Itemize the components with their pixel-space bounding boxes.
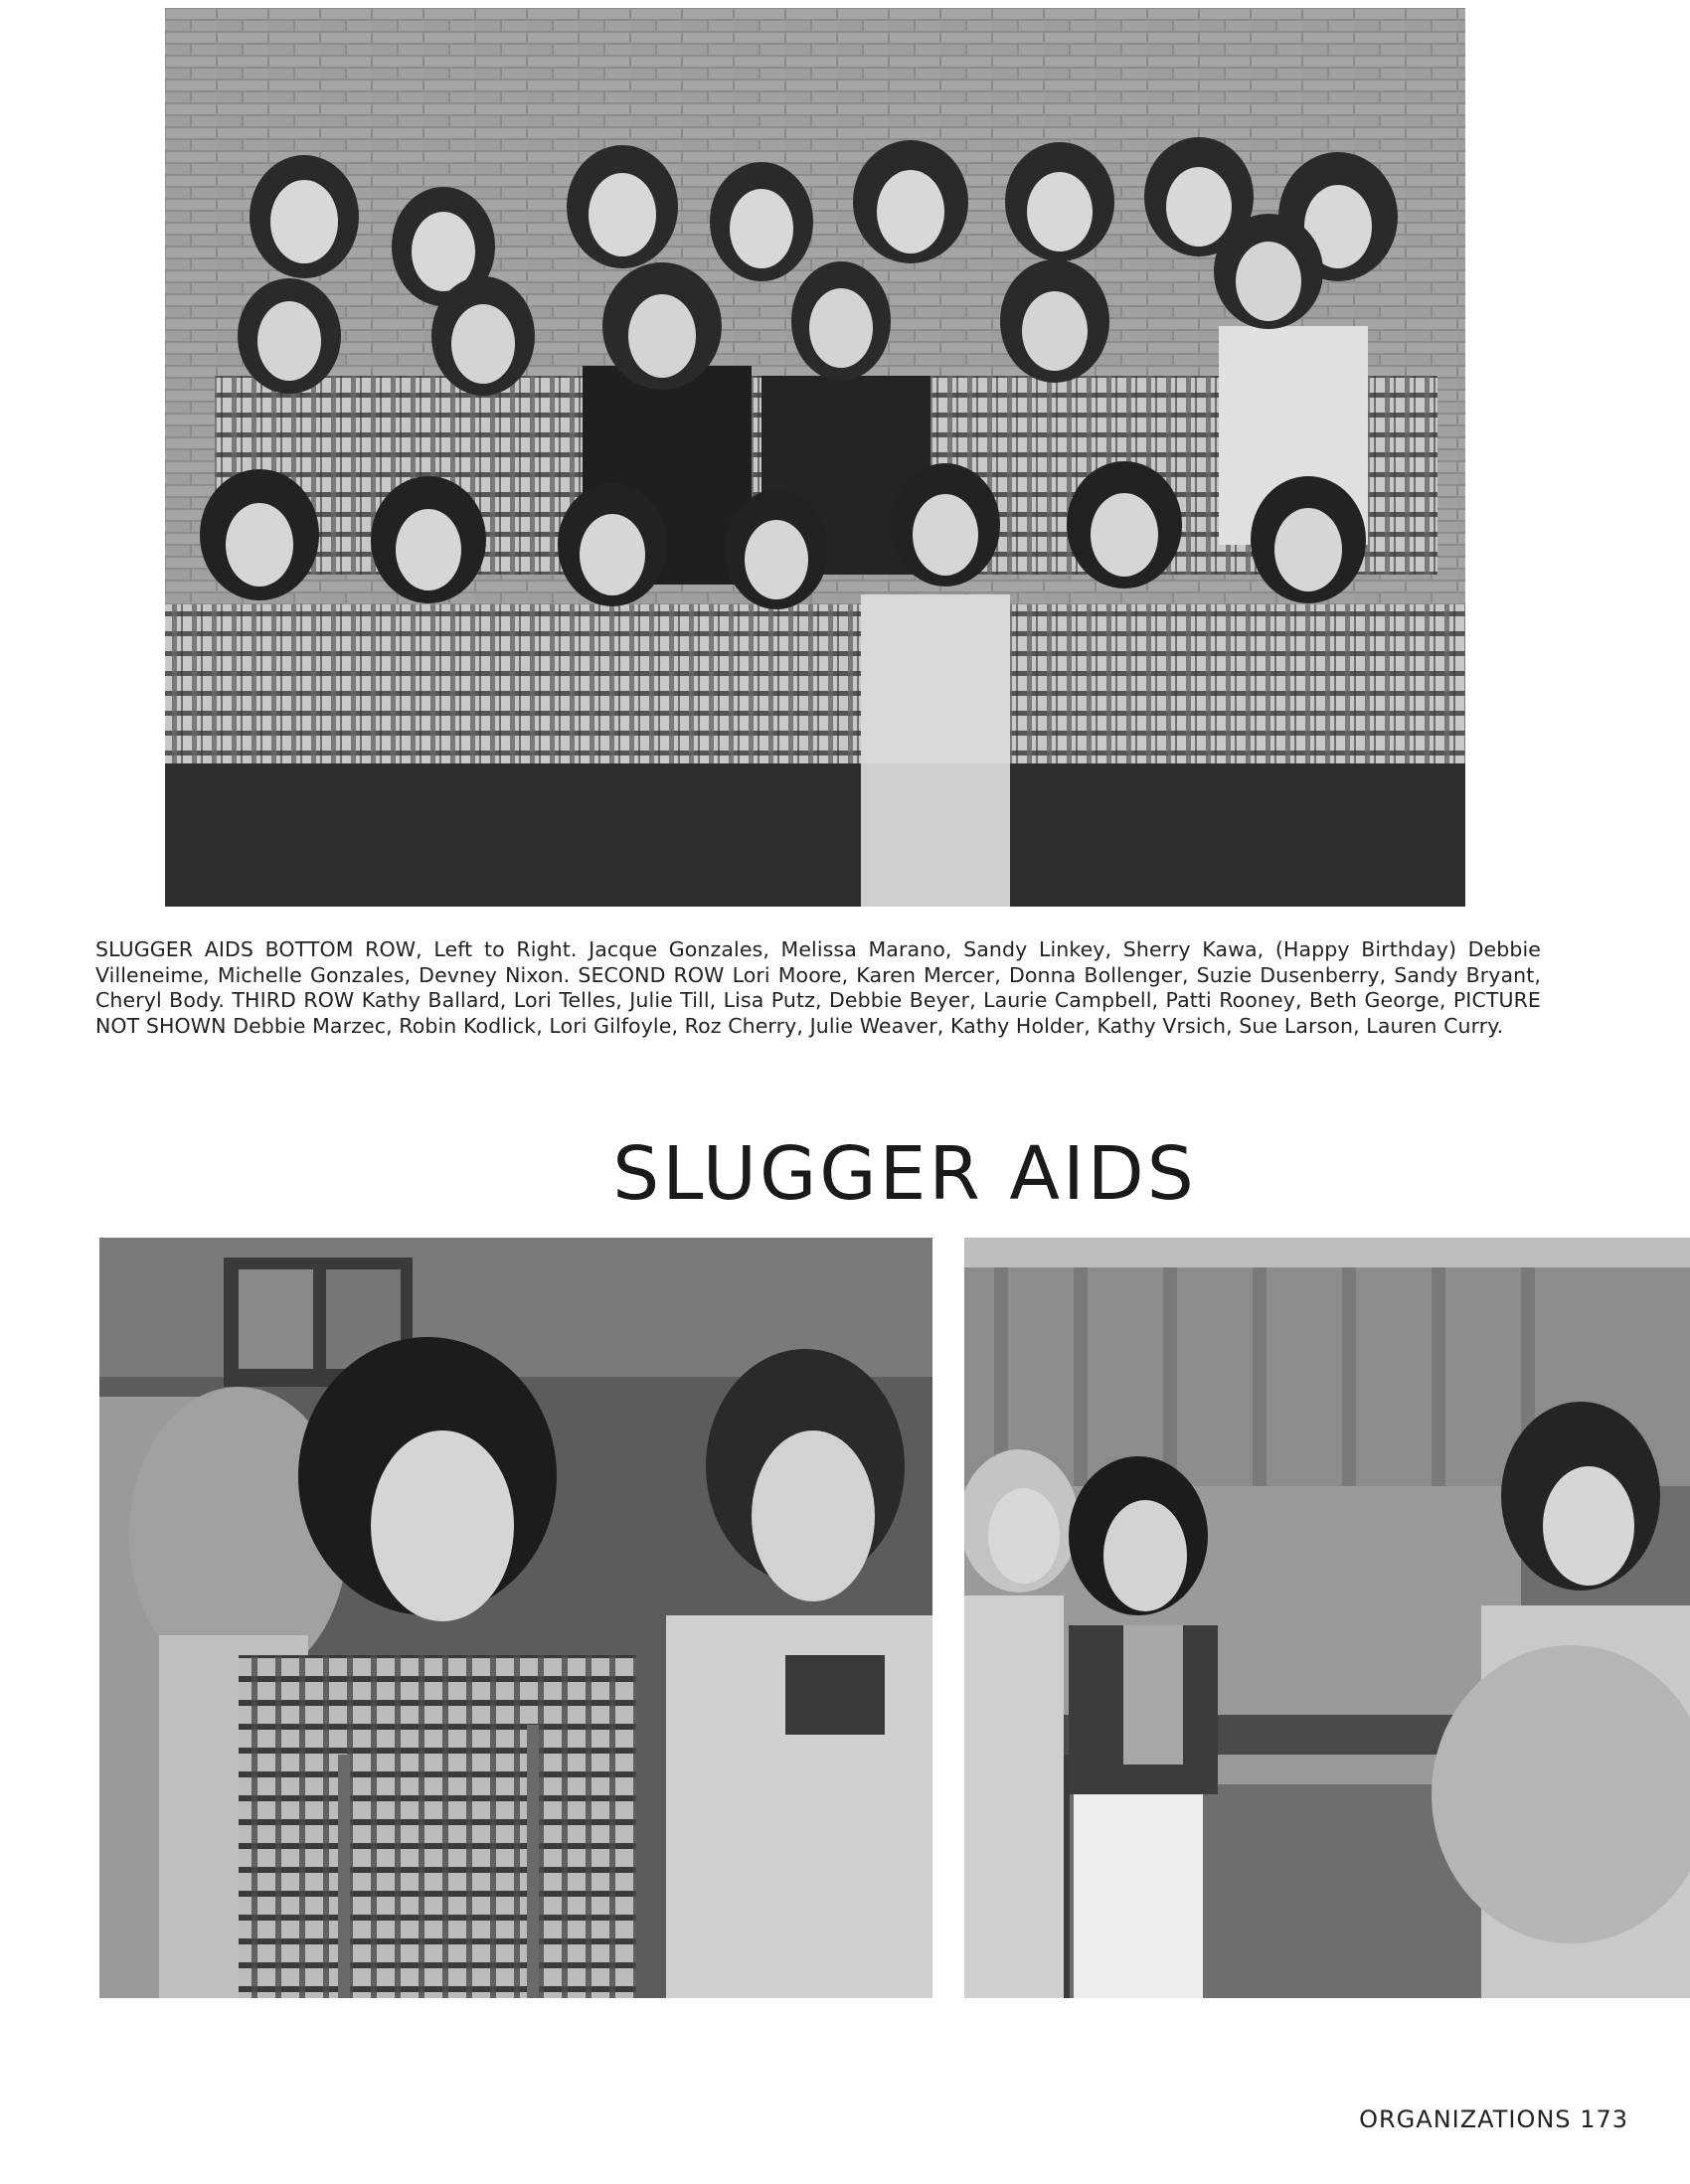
page-footer — [1359, 2105, 1628, 2133]
footer-section-label: ORGANIZATIONS — [1359, 2105, 1572, 2133]
candid-photo-left-image — [99, 1238, 932, 1998]
group-photo — [165, 8, 1465, 907]
group-photo-image — [165, 8, 1465, 907]
candid-photo-right — [964, 1238, 1690, 1998]
candid-photo-left — [99, 1238, 932, 1998]
page-number: 173 — [1580, 2105, 1628, 2133]
page-title: SLUGGER AIDS — [612, 1131, 1197, 1217]
photo-caption: SLUGGER AIDS BOTTOM ROW, Left to Right. Jacque Gonzales, Melissa Marano, Sandy Linkey, Sherry Kawa, (Happy Birthday) Debbie Villeneime, Michelle Gonzales, Devney Nixon. SECOND ROW Lori Moore, Karen Mercer, Donna Bollenger, Suzie Dusenberry, Sandy Bryant, Cheryl Body. THIRD ROW Kathy Ballard, Lori Telles, Julie Till, Lisa Putz, Debbie Beyer, Laurie Campbell, Patti Rooney, Beth George, PICTURE NOT SHOWN Debbie Marzec, Robin Kodlick, Lori Gilfoyle, Roz Cherry, Julie Weaver, Kathy Holder, Kathy Vrsich, Sue Larson, Lauren Curry. — [95, 937, 1541, 1038]
candid-photo-right-image — [964, 1238, 1690, 1998]
